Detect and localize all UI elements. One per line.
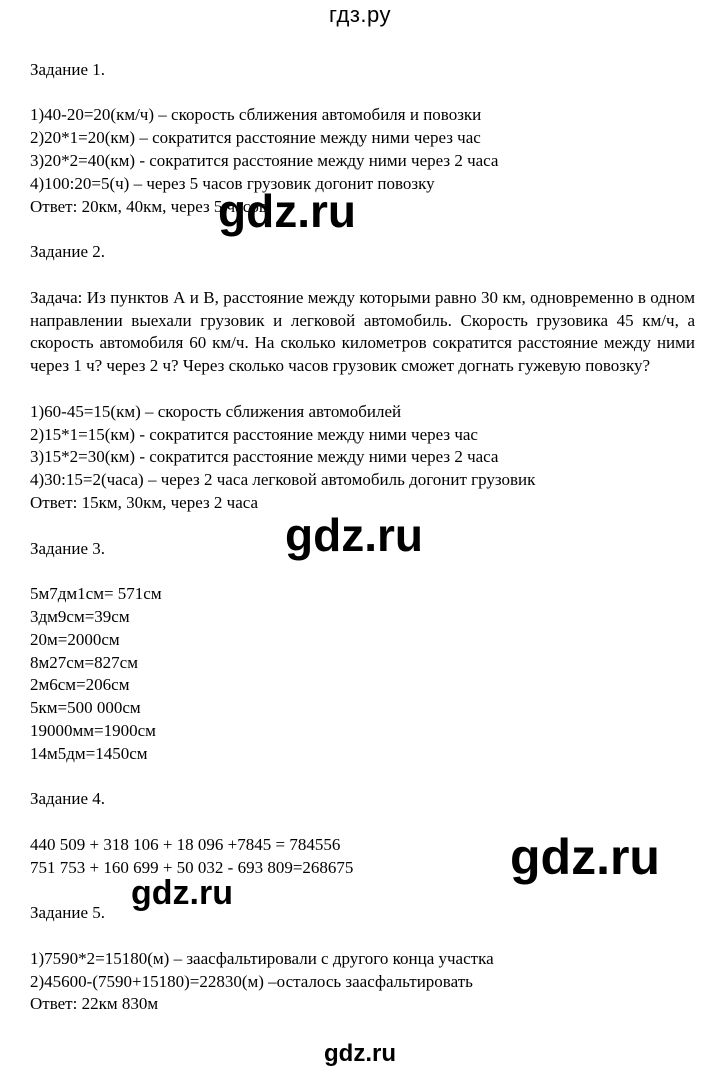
task-5-step-2: 2)45600-(7590+15180)=22830(м) –осталось заасфальтировать (30, 971, 473, 991)
task-5-step-1: 1)7590*2=15180(м) – заасфальтировали с другого конца участка (30, 948, 494, 968)
task-1-title: Задание 1. (30, 59, 105, 79)
task-3-line-3: 20м=2000см (30, 629, 120, 649)
task-2-problem-text: Задача: Из пунктов А и В, расстояние между которыми равно 30 км, одновременно в одном направлении выехали грузовик и легковой автомобиль. Скорость грузовика 45 км/ч, а скорость автомобиля 60 км/ч. На сколько километров сократится расстояние между ними через 1 ч? через 2 ч? Через сколько часов грузовик сможет догнать гужевую повозку? (30, 287, 695, 376)
task-4-line-2: 751 753 + 160 699 + 50 032 - 693 809=268675 (30, 857, 354, 877)
task-4-title: Задание 4. (30, 789, 105, 809)
task-5-answer: Ответ: 22км 830м (30, 994, 159, 1014)
task-3-line-2: 3дм9см=39см (30, 606, 130, 626)
site-footer-label: gdz.ru (324, 1040, 396, 1067)
task-3-line-4: 8м27см=827см (30, 652, 138, 672)
watermark-gdz: gdz.ru (218, 185, 356, 237)
watermark-gdz: gdz.ru (285, 509, 423, 561)
task-2-step-2: 2)15*1=15(км) - сократится расстояние между ними через час (30, 424, 478, 444)
task-3-line-8: 14м5дм=1450см (30, 743, 148, 763)
task-3-line-6: 5км=500 000см (30, 698, 141, 718)
task-5-title: Задание 5. (30, 903, 105, 923)
task-2-answer: Ответ: 15км, 30км, через 2 часа (30, 492, 259, 512)
task-1-step-1: 1)40-20=20(км/ч) – скорость сближения автомобиля и повозки (30, 105, 482, 125)
task-3-line-1: 5м7дм1см= 571см (30, 584, 162, 604)
task-2-step-4: 4)30:15=2(часа) – через 2 часа легковой автомобиль догонит грузовик (30, 470, 536, 490)
task-1-answer: Ответ: 20км, 40км, через 5 часов (30, 196, 267, 216)
task-1-step-4: 4)100:20=5(ч) – через 5 часов грузовик догонит повозку (30, 173, 435, 193)
watermark-gdz: gdz.ru (510, 829, 660, 885)
task-3-line-7: 19000мм=1900см (30, 720, 156, 740)
watermark-gdz: gdz.ru (131, 874, 233, 912)
site-header-label: гдз.ру (328, 2, 392, 27)
task-1-step-3: 3)20*2=40(км) - сократится расстояние между ними через 2 часа (30, 150, 499, 170)
task-2-step-3: 3)15*2=30(км) - сократится расстояние между ними через 2 часа (30, 447, 499, 467)
task-1-step-2: 2)20*1=20(км) – сократится расстояние между ними через час (30, 128, 481, 148)
task-4-line-1: 440 509 + 318 106 + 18 096 +7845 = 784556 (30, 834, 341, 854)
task-2-step-1: 1)60-45=15(км) – скорость сближения автомобилей (30, 401, 402, 421)
task-3-line-5: 2м6см=206см (30, 675, 130, 695)
task-3-title: Задание 3. (30, 538, 105, 558)
task-2-title: Задание 2. (30, 242, 105, 262)
